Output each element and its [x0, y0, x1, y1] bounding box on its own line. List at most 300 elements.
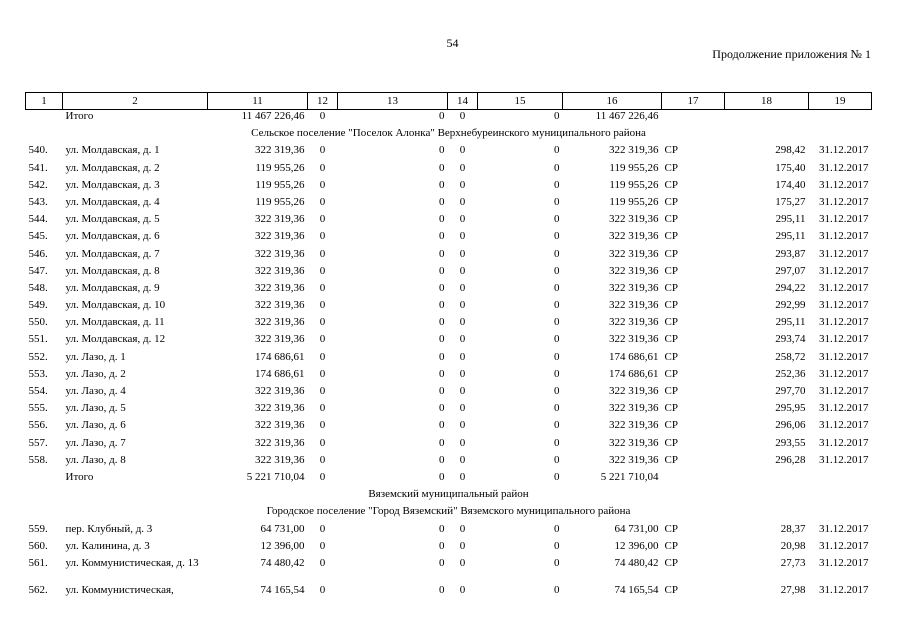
col-12: 0	[319, 281, 326, 294]
col-14: 0	[459, 213, 466, 226]
section-title: Сельское поселение "Поселок Алонка" Верхнебуреинского муниципального района	[251, 127, 646, 140]
address: ул. Молдавская, д. 10	[65, 299, 166, 312]
col-19: 31.12.2017	[819, 385, 869, 397]
col-16: 174 686,61	[609, 367, 659, 380]
col-13: 0	[439, 264, 445, 277]
col-18: 174,40	[775, 178, 806, 191]
row-number: 555.	[28, 402, 48, 415]
col-14: 0	[459, 436, 466, 449]
col-16: 12 396,00	[614, 539, 659, 552]
col-12: 0	[319, 110, 326, 122]
column-header: 16	[563, 93, 662, 110]
col-14: 0	[459, 299, 466, 312]
col-14: 0	[459, 178, 466, 191]
col-19: 31.12.2017	[819, 333, 869, 346]
col-12: 0	[319, 385, 326, 397]
table-row	[26, 162, 872, 179]
address: ул. Лазо, д. 4	[65, 385, 126, 397]
row-number: 559.	[28, 522, 48, 535]
col-14: 0	[459, 247, 466, 260]
row-number: 561.	[28, 556, 48, 569]
col-14: 0	[459, 230, 466, 243]
col-15: 0	[554, 213, 560, 226]
col-11: 322 319,36	[255, 230, 305, 243]
col-15: 0	[554, 144, 560, 157]
col-15: 0	[554, 316, 560, 329]
col-19: 31.12.2017	[819, 402, 869, 415]
row-number	[26, 110, 63, 128]
col-12: 0	[319, 583, 326, 596]
col-11: 64 731,00	[260, 522, 305, 535]
col-17: СР	[664, 402, 678, 415]
col-19: 31.12.2017	[819, 213, 869, 226]
col-19: 31.12.2017	[819, 299, 869, 312]
col-19: 31.12.2017	[819, 144, 869, 157]
row-number	[26, 471, 63, 488]
col-17: СР	[664, 583, 678, 596]
col-17: СР	[664, 178, 678, 191]
col-15: 0	[554, 539, 560, 552]
col-16: 322 319,36	[609, 281, 659, 294]
col-16: 322 319,36	[609, 299, 659, 312]
row-number: 560.	[28, 539, 48, 552]
table-row	[26, 333, 872, 350]
address: ул. Лазо, д. 1	[65, 350, 126, 363]
col-17: СР	[664, 539, 678, 552]
col-12: 0	[319, 522, 326, 535]
col-12: 0	[319, 213, 326, 226]
table-row	[26, 248, 872, 265]
page-number: 54	[446, 36, 459, 50]
row-number: 553.	[28, 367, 48, 380]
col-14: 0	[459, 583, 466, 596]
col-17: СР	[664, 333, 678, 346]
col-15: 0	[554, 281, 560, 294]
section-header-row	[26, 127, 872, 144]
col-12: 0	[319, 316, 326, 329]
address: ул. Молдавская, д. 4	[65, 195, 160, 208]
table-row	[26, 454, 872, 471]
col-15: 0	[554, 402, 560, 415]
col-14: 0	[459, 144, 466, 157]
col-12: 0	[319, 556, 326, 569]
appendix-table	[25, 92, 872, 601]
col-19: 31.12.2017	[819, 195, 869, 208]
col-19: 31.12.2017	[819, 522, 869, 535]
col-15: 0	[554, 385, 560, 397]
table-row	[26, 419, 872, 436]
col-13: 0	[439, 470, 445, 483]
address: ул. Лазо, д. 6	[65, 419, 126, 432]
col-18: 295,11	[775, 230, 806, 243]
col-14: 0	[459, 350, 466, 363]
address: ул. Молдавская, д. 5	[65, 213, 160, 226]
col-18: 294,22	[775, 281, 806, 294]
col-16: 322 319,36	[609, 453, 659, 466]
col-11: 322 319,36	[255, 333, 305, 346]
col-11: 322 319,36	[255, 453, 305, 466]
table-row	[26, 265, 872, 282]
column-header: 13	[338, 93, 448, 110]
col-14: 0	[459, 453, 466, 466]
col-17: СР	[664, 264, 678, 277]
col-16: 119 955,26	[609, 161, 659, 174]
col-13: 0	[439, 350, 445, 363]
row-number: 549.	[28, 299, 48, 312]
table-row	[26, 523, 872, 540]
col-14: 0	[459, 333, 466, 346]
address: ул. Молдавская, д. 6	[65, 230, 160, 243]
col-17: СР	[664, 419, 678, 432]
col-12: 0	[319, 178, 326, 191]
col-14: 0	[459, 556, 466, 569]
row-number: 554.	[28, 385, 48, 397]
col-17: СР	[664, 522, 678, 535]
col-16: 174 686,61	[609, 350, 659, 363]
table-row	[26, 368, 872, 385]
col-15: 0	[554, 453, 560, 466]
col-17	[662, 110, 725, 128]
address: ул. Коммунистическая, д. 13	[65, 556, 199, 569]
table-row	[26, 213, 872, 230]
col-15: 0	[554, 556, 560, 569]
col-11: 5 221 710,04	[246, 470, 305, 483]
row-number: 541.	[28, 161, 48, 174]
col-18: 20,98	[780, 539, 806, 552]
col-19: 31.12.2017	[819, 556, 869, 569]
col-11: 174 686,61	[255, 350, 305, 363]
col-13: 0	[439, 539, 445, 552]
col-13: 0	[439, 333, 445, 346]
total-label: Итого	[65, 110, 94, 122]
col-14: 0	[459, 110, 466, 122]
col-13: 0	[439, 195, 445, 208]
col-14: 0	[459, 281, 466, 294]
col-12: 0	[319, 436, 326, 449]
row-number: 547.	[28, 264, 48, 277]
col-18: 295,11	[775, 316, 806, 329]
col-11: 174 686,61	[255, 367, 305, 380]
col-18: 258,72	[775, 350, 806, 363]
col-13: 0	[439, 316, 445, 329]
col-13: 0	[439, 247, 445, 260]
col-14: 0	[459, 385, 466, 397]
col-13: 0	[439, 110, 445, 122]
col-17: СР	[664, 453, 678, 466]
col-12: 0	[319, 419, 326, 432]
col-19	[809, 471, 872, 488]
col-15: 0	[554, 178, 560, 191]
table-row	[26, 144, 872, 161]
col-18: 295,95	[775, 402, 806, 415]
address: ул. Молдавская, д. 7	[65, 247, 160, 260]
col-13: 0	[439, 436, 445, 449]
col-13: 0	[439, 402, 445, 415]
col-18: 175,27	[775, 195, 806, 208]
col-18: 292,99	[775, 299, 806, 312]
col-19: 31.12.2017	[819, 539, 869, 552]
col-12: 0	[319, 350, 326, 363]
col-18: 293,55	[775, 436, 806, 449]
col-14: 0	[459, 419, 466, 432]
col-16: 322 319,36	[609, 144, 659, 157]
col-11: 322 319,36	[255, 247, 305, 260]
col-11: 119 955,26	[255, 195, 305, 208]
col-18: 297,70	[775, 385, 806, 397]
col-12: 0	[319, 333, 326, 346]
column-header: 1	[26, 93, 63, 110]
col-15: 0	[554, 299, 560, 312]
col-16: 322 319,36	[609, 385, 659, 397]
col-14: 0	[459, 522, 466, 535]
col-11: 119 955,26	[255, 178, 305, 191]
col-11: 322 319,36	[255, 144, 305, 157]
col-16: 322 319,36	[609, 419, 659, 432]
col-14: 0	[459, 367, 466, 380]
col-16: 74 165,54	[614, 583, 659, 596]
address: ул. Молдавская, д. 3	[65, 178, 160, 191]
col-18: 295,11	[775, 213, 806, 226]
col-13: 0	[439, 299, 445, 312]
col-18: 293,87	[775, 247, 806, 260]
table-row	[26, 402, 872, 419]
row-number: 545.	[28, 230, 48, 243]
col-14: 0	[459, 316, 466, 329]
row-number: 546.	[28, 247, 48, 260]
col-14: 0	[459, 195, 466, 208]
address: ул. Молдавская, д. 2	[65, 161, 160, 174]
col-13: 0	[439, 230, 445, 243]
col-18: 293,74	[775, 333, 806, 346]
col-15: 0	[554, 230, 560, 243]
col-17: СР	[664, 144, 678, 157]
col-13: 0	[439, 556, 445, 569]
col-13: 0	[439, 161, 445, 174]
total-row	[26, 471, 872, 488]
total-label: Итого	[65, 470, 94, 483]
row-number: 548.	[28, 281, 48, 294]
address: ул. Молдавская, д. 9	[65, 281, 160, 294]
col-15: 0	[554, 110, 560, 122]
section-header-row	[26, 505, 872, 522]
col-18	[725, 110, 809, 128]
col-15: 0	[554, 522, 560, 535]
column-header: 2	[63, 93, 208, 110]
address: ул. Лазо, д. 8	[65, 453, 126, 466]
total-row	[26, 110, 872, 128]
col-13: 0	[439, 144, 445, 157]
col-11: 74 165,54	[260, 583, 305, 596]
table-row	[26, 282, 872, 299]
col-17: СР	[664, 350, 678, 363]
col-16: 322 319,36	[609, 264, 659, 277]
col-19: 31.12.2017	[819, 316, 869, 329]
col-16: 5 221 710,04	[600, 470, 659, 483]
col-17: СР	[664, 367, 678, 380]
col-15: 0	[554, 419, 560, 432]
col-11: 74 480,42	[260, 556, 305, 569]
col-12: 0	[319, 144, 326, 157]
col-19	[809, 110, 872, 128]
row-number: 551.	[28, 333, 48, 346]
col-16: 11 467 226,46	[595, 110, 659, 122]
col-16: 119 955,26	[609, 178, 659, 191]
col-18: 27,98	[780, 583, 806, 596]
col-19: 31.12.2017	[819, 350, 869, 363]
col-19: 31.12.2017	[819, 178, 869, 191]
col-17: СР	[664, 230, 678, 243]
column-header: 15	[478, 93, 563, 110]
col-18: 297,07	[775, 264, 806, 277]
col-12: 0	[319, 264, 326, 277]
col-13: 0	[439, 385, 445, 397]
table-row	[26, 230, 872, 247]
col-19: 31.12.2017	[819, 247, 869, 260]
address: пер. Клубный, д. 3	[65, 522, 153, 535]
col-11: 322 319,36	[255, 419, 305, 432]
col-16: 322 319,36	[609, 402, 659, 415]
col-12: 0	[319, 161, 326, 174]
row-number: 562.	[28, 583, 48, 596]
section-title: Вяземский муниципальный район	[368, 488, 529, 501]
col-16: 322 319,36	[609, 230, 659, 243]
table-row	[26, 179, 872, 196]
header-row	[26, 93, 872, 110]
col-16: 119 955,26	[609, 195, 659, 208]
col-16: 322 319,36	[609, 316, 659, 329]
col-14: 0	[459, 402, 466, 415]
col-11: 322 319,36	[255, 402, 305, 415]
col-11: 322 319,36	[255, 264, 305, 277]
col-17: СР	[664, 161, 678, 174]
col-17: СР	[664, 556, 678, 569]
col-11: 322 319,36	[255, 213, 305, 226]
table-row	[26, 299, 872, 316]
col-19: 31.12.2017	[819, 453, 869, 466]
table-row	[26, 196, 872, 213]
continuation-label: Продолжение приложения № 1	[712, 47, 871, 61]
col-12: 0	[319, 402, 326, 415]
table-body	[26, 93, 872, 602]
row-number: 540.	[28, 144, 48, 157]
row-number: 557.	[28, 436, 48, 449]
col-16: 64 731,00	[614, 522, 659, 535]
table-row	[26, 584, 872, 601]
col-18: 28,37	[780, 522, 806, 535]
address: ул. Молдавская, д. 1	[65, 144, 160, 157]
col-17: СР	[664, 247, 678, 260]
col-18	[725, 471, 809, 488]
col-11: 322 319,36	[255, 316, 305, 329]
address: ул. Молдавская, д. 8	[65, 264, 160, 277]
col-15: 0	[554, 367, 560, 380]
col-13: 0	[439, 213, 445, 226]
col-13: 0	[439, 419, 445, 432]
col-14: 0	[459, 470, 466, 483]
col-12: 0	[319, 299, 326, 312]
col-13: 0	[439, 281, 445, 294]
col-15: 0	[554, 264, 560, 277]
col-15: 0	[554, 470, 560, 483]
col-17: СР	[664, 281, 678, 294]
address: ул. Молдавская, д. 12	[65, 333, 166, 346]
column-header: 18	[725, 93, 809, 110]
col-12: 0	[319, 470, 326, 483]
col-11: 322 319,36	[255, 385, 305, 397]
col-17	[662, 471, 725, 488]
table-row	[26, 351, 872, 368]
col-11: 12 396,00	[260, 539, 305, 552]
row-number: 558.	[28, 453, 48, 466]
col-16: 322 319,36	[609, 247, 659, 260]
col-18: 175,40	[775, 161, 806, 174]
col-19: 31.12.2017	[819, 367, 869, 380]
col-11: 322 319,36	[255, 281, 305, 294]
address: ул. Молдавская, д. 11	[65, 316, 165, 329]
col-12: 0	[319, 247, 326, 260]
col-16: 74 480,42	[614, 556, 659, 569]
col-18: 298,42	[775, 144, 806, 157]
table-row	[26, 385, 872, 402]
column-header: 17	[662, 93, 725, 110]
column-header: 14	[448, 93, 478, 110]
col-19: 31.12.2017	[819, 419, 869, 432]
address: ул. Лазо, д. 2	[65, 367, 126, 380]
col-17: СР	[664, 385, 678, 397]
row-number: 544.	[28, 213, 48, 226]
section-title: Городское поселение "Город Вяземский" Вяземского муниципального района	[266, 505, 631, 518]
table-row	[26, 557, 872, 584]
col-15: 0	[554, 350, 560, 363]
row-number: 542.	[28, 178, 48, 191]
col-12: 0	[319, 195, 326, 208]
col-16: 322 319,36	[609, 333, 659, 346]
col-15: 0	[554, 583, 560, 596]
col-14: 0	[459, 539, 466, 552]
col-12: 0	[319, 367, 326, 380]
col-18: 296,06	[775, 419, 806, 432]
col-15: 0	[554, 161, 560, 174]
row-number: 556.	[28, 419, 48, 432]
col-11: 11 467 226,46	[241, 110, 305, 122]
col-17: СР	[664, 316, 678, 329]
col-16: 322 319,36	[609, 213, 659, 226]
col-19: 31.12.2017	[819, 436, 869, 449]
col-17: СР	[664, 213, 678, 226]
col-18: 27,73	[780, 556, 806, 569]
column-header: 11	[208, 93, 308, 110]
column-header: 12	[308, 93, 338, 110]
col-13: 0	[439, 522, 445, 535]
col-11: 119 955,26	[255, 161, 305, 174]
col-17: СР	[664, 195, 678, 208]
col-14: 0	[459, 264, 466, 277]
col-19: 31.12.2017	[819, 161, 869, 174]
col-13: 0	[439, 453, 445, 466]
col-13: 0	[439, 367, 445, 380]
col-19: 31.12.2017	[819, 264, 869, 277]
table-row	[26, 540, 872, 557]
col-17: СР	[664, 299, 678, 312]
section-header-row	[26, 488, 872, 505]
col-15: 0	[554, 195, 560, 208]
col-11: 322 319,36	[255, 299, 305, 312]
col-12: 0	[319, 453, 326, 466]
col-16: 322 319,36	[609, 436, 659, 449]
col-15: 0	[554, 333, 560, 346]
col-15: 0	[554, 247, 560, 260]
col-17: СР	[664, 436, 678, 449]
